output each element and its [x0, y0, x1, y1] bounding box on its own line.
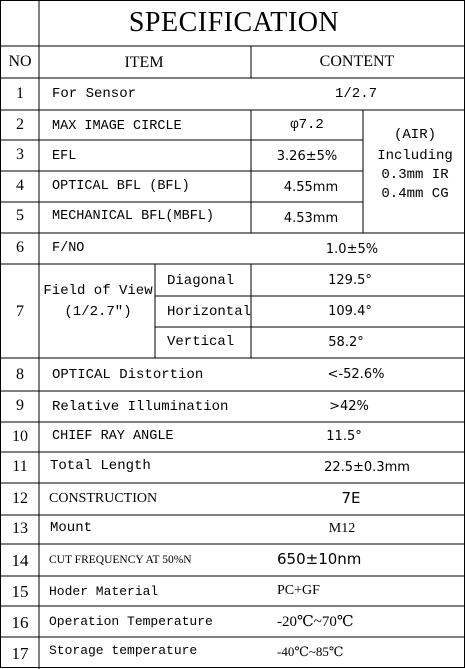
- item-label: OPTICAL Distortion: [52, 367, 204, 383]
- row-number: 4: [16, 177, 24, 194]
- content-value: <-52.6%: [327, 367, 385, 382]
- content-value: 4.55mm: [283, 180, 339, 195]
- row-number: 3: [16, 146, 24, 163]
- page-title: SPECIFICATION: [128, 7, 340, 38]
- content-value: 650±10nm: [277, 550, 362, 568]
- row-number: 10: [12, 428, 28, 445]
- item-label: CUT FREQUENCY AT 50%N: [49, 554, 192, 566]
- item-label: MECHANICAL BFL(MBFL): [52, 209, 215, 224]
- content-value: PC+GF: [277, 583, 320, 598]
- item-label: CONSTRUCTION: [49, 491, 158, 506]
- item-label: Relative Illumination: [52, 399, 229, 415]
- air-note-line: Including: [377, 148, 453, 164]
- item-label: Storage temperature: [49, 643, 198, 658]
- item-label: For Sensor: [52, 86, 137, 102]
- fov-vertical-value: 58.2°: [328, 335, 364, 350]
- air-note-line: 0.3mm IR: [381, 167, 449, 183]
- fov-sensor-size: (1/2.7"): [64, 304, 132, 320]
- content-value: 1/2.7: [334, 86, 378, 102]
- row-number: 17: [11, 644, 29, 663]
- item-label: EFL: [52, 149, 77, 164]
- air-note-line: 0.4mm CG: [381, 186, 449, 202]
- row-number: 13: [12, 520, 28, 537]
- item-label: CHIEF RAY ANGLE: [52, 429, 174, 444]
- item-label: Hoder Material: [49, 584, 159, 599]
- content-value: 7E: [341, 489, 361, 507]
- fov-label: Field of View: [43, 283, 153, 299]
- content-value: -20℃~70℃: [277, 614, 354, 630]
- header-content: CONTENT: [319, 53, 395, 70]
- row-number: 15: [11, 582, 29, 601]
- row-number: 8: [16, 366, 24, 383]
- row-number: 5: [16, 207, 24, 224]
- content-value: M12: [328, 521, 356, 536]
- row-number: 2: [16, 116, 24, 133]
- header-no: NO: [8, 53, 32, 70]
- header-item: ITEM: [124, 54, 164, 71]
- item-label: OPTICAL BFL (BFL): [52, 179, 190, 194]
- item-label: Total Length: [50, 458, 151, 474]
- content-value: φ7.2: [290, 117, 324, 133]
- row-number: 6: [16, 239, 24, 256]
- content-value: 3.26±5%: [276, 149, 338, 164]
- content-value: 22.5±0.3mm: [324, 460, 410, 475]
- row-number: 14: [11, 551, 29, 570]
- fov-diagonal-value: 129.5°: [328, 273, 372, 288]
- fov-horizontal-value: 109.4°: [328, 304, 372, 319]
- content-value: 1.0±5%: [325, 242, 379, 257]
- item-label: MAX IMAGE CIRCLE: [52, 119, 182, 134]
- row-number: 9: [16, 397, 24, 414]
- fov-horizontal-label: Horizontal: [167, 304, 252, 320]
- row-number: 11: [12, 458, 28, 475]
- air-note-line: (AIR): [393, 127, 437, 143]
- row-number: 1: [16, 85, 24, 102]
- item-label: Operation Temperature: [49, 614, 213, 629]
- content-value: -40℃~85℃: [277, 644, 344, 659]
- item-label: F/NO: [52, 241, 85, 256]
- row-number: 16: [11, 613, 29, 632]
- fov-diagonal-label: Diagonal: [167, 273, 235, 289]
- row-number: 12: [12, 490, 28, 507]
- content-value: 4.53mm: [283, 211, 339, 226]
- row-number: 7: [16, 303, 24, 320]
- item-label: Mount: [50, 520, 93, 536]
- fov-vertical-label: Vertical: [167, 334, 235, 350]
- content-value: 11.5°: [326, 429, 362, 444]
- content-value: >42%: [329, 399, 369, 414]
